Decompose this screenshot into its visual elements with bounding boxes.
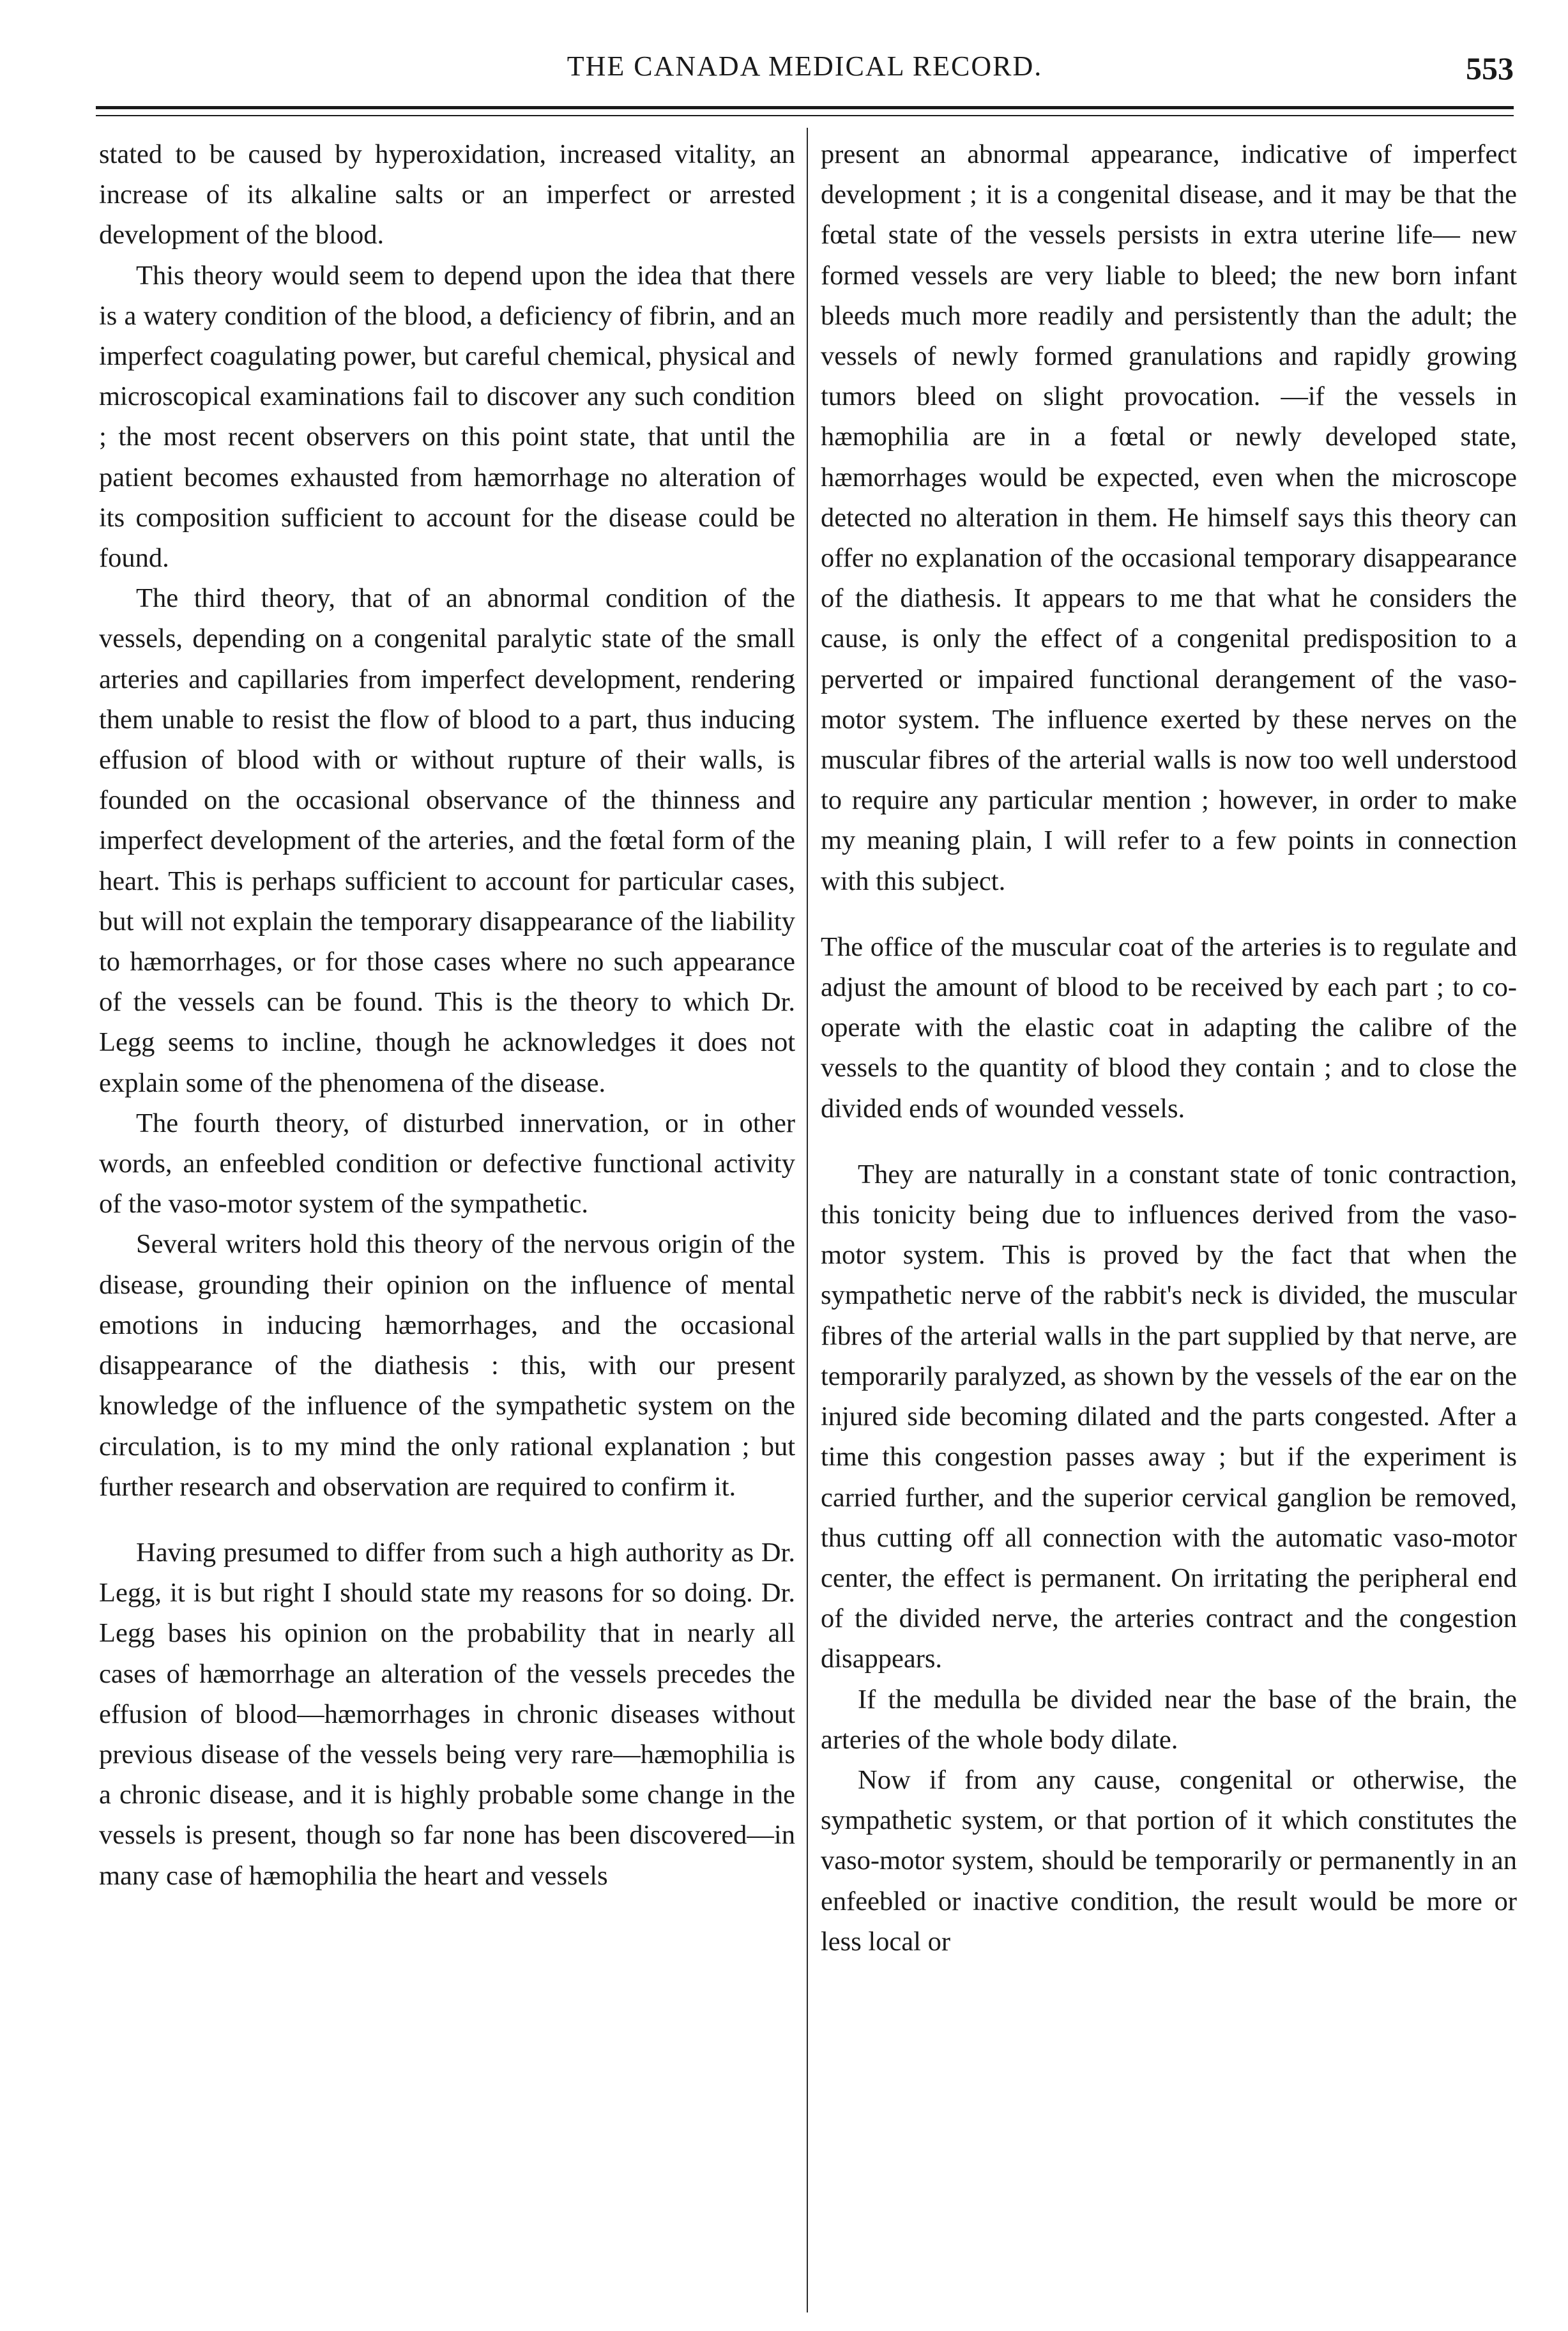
paragraph: The third theory, that of an abnormal condition of the vessels, depending on a congenital paralytic state of the small arteries and capillaries from imperfect development, rendering them unable to resist the flow of blood to a part, thus inducing effusion of blood with or without rupture of their walls, is founded on the occasional observance of the thinness and imperfect development of the arteries, and the fœtal form of the heart. This is perhaps sufficient to account for particular cases, but will not explain the temporary disappearance of the liability to hæmorrhages, or for those cases where no such appearance of the vessels can be found. This is the theory to which Dr. Legg seems to incline, though he acknowledges it does not explain some of the phenomena of the disease.: [99, 583, 795, 1098]
journal-title: THE CANADA MEDICAL RECORD.: [567, 50, 1043, 82]
paragraph: This theory would seem to depend upon the idea that there is a watery condition of the blood, a deficiency of fibrin, and an imperfect coagulating power, but careful chemical, physical and microscopical examinations fail to discover any such condition ; the most recent observers on this point state, that until the patient becomes exhausted from hæmorrhage no alteration of its composition sufficient to account for the disease could be found.: [99, 260, 795, 574]
paragraph: The office of the muscular coat of the arteries is to regulate and adjust the amount of blood to be received by each part ; to co-operate with the elastic coat in adapting the calibre of the vessels to the quantity of blood they contain ; and to close the divided ends of wounded vessels.: [821, 931, 1517, 1124]
paragraph: If the medulla be divided near the base of the brain, the arteries of the whole body dilate.: [821, 1684, 1517, 1755]
paragraph: The fourth theory, of disturbed innervation, or in other words, an enfeebled condition or defective functional activity of the vaso-motor system of the sympathetic.: [99, 1108, 795, 1219]
right-column: [821, 134, 1517, 1962]
running-head: [96, 50, 1514, 95]
paragraph: present an abnormal appearance, indicative of imperfect development ; it is a congenital disease, and it may be that the fœtal state of the vessels persists in extra uterine life— new formed vessels are very liable to bleed; the new born infant bleeds much more readily and persistently than the adult; the vessels of newly formed granulations and rapidly growing tumors bleed on slight provocation. —if the vessels in hæmophilia are in a fœtal or newly developed state, hæmorrhages would be expected, even when the microscope detected no alteration in them. He himself says this theory can offer no explanation of the occasional temporary disappearance of the diathesis. It appears to me that what he considers the cause, is only the effect of a congenital predisposition to a perverted or impaired functional derangement of the vaso-motor system. The influence exerted by these nerves on the muscular fibres of the arterial walls is now too well understood to require any particular mention ; however, in order to make my meaning plain, I will refer to a few points in connection with this subject.: [821, 139, 1517, 896]
column-divider: [807, 128, 808, 2312]
paragraph: Having presumed to differ from such a high authority as Dr. Legg, it is but right I should state my reasons for so doing. Dr. Legg bases his opinion on the probability that in nearly all cases of hæmorrhage an alteration of the vessels precedes the effusion of blood—hæmorrhages in chronic diseases without previous disease of the vessels being very rare—hæmophilia is a chronic disease, and it is highly probable some change in the vessels is present, though so far none has been discovered—in many case of hæmophilia the heart and vessels: [99, 1537, 795, 1891]
paragraph: Now if from any cause, congenital or otherwise, the sympathetic system, or that portion of it which constitutes the vaso-motor system, should be temporarily or permanently in an enfeebled or inactive condition, the result would be more or less local or: [821, 1764, 1517, 1957]
paragraph: They are naturally in a constant state of tonic contraction, this tonicity being due to influences derived from the vaso-motor system. This is proved by the fact that when the sympathetic nerve of the rabbit's neck is divided, the muscular fibres of the arterial walls in the part supplied by that nerve, are temporarily paralyzed, as shown by the vessels of the ear on the injured side becoming dilated and the parts congested. After a time this congestion passes away ; but if the experiment is carried further, and the superior cervical ganglion be removed, thus cutting off all connection with the automatic vaso-motor center, the effect is permanent. On irritating the peripheral end of the divided nerve, the arteries contract and the congestion disappears.: [821, 1159, 1517, 1674]
page-number: 553: [1466, 50, 1514, 86]
left-column: [99, 134, 795, 1896]
paragraph: Several writers hold this theory of the nervous origin of the disease, grounding their opinion on the influence of mental emotions in inducing hæmorrhages, and the occasional disappearance of the diathesis : this, with our present knowledge of the influence of the sympathetic system on the circulation, is to my mind the only rational explanation ; but further research and observation are required to confirm it.: [99, 1229, 795, 1502]
header-rule-thick: [96, 106, 1514, 109]
paragraph: stated to be caused by hyperoxidation, increased vitality, an increase of its alkaline salts or an imperfect or arrested development of the blood.: [99, 139, 795, 250]
header-rule-thin: [96, 115, 1514, 116]
